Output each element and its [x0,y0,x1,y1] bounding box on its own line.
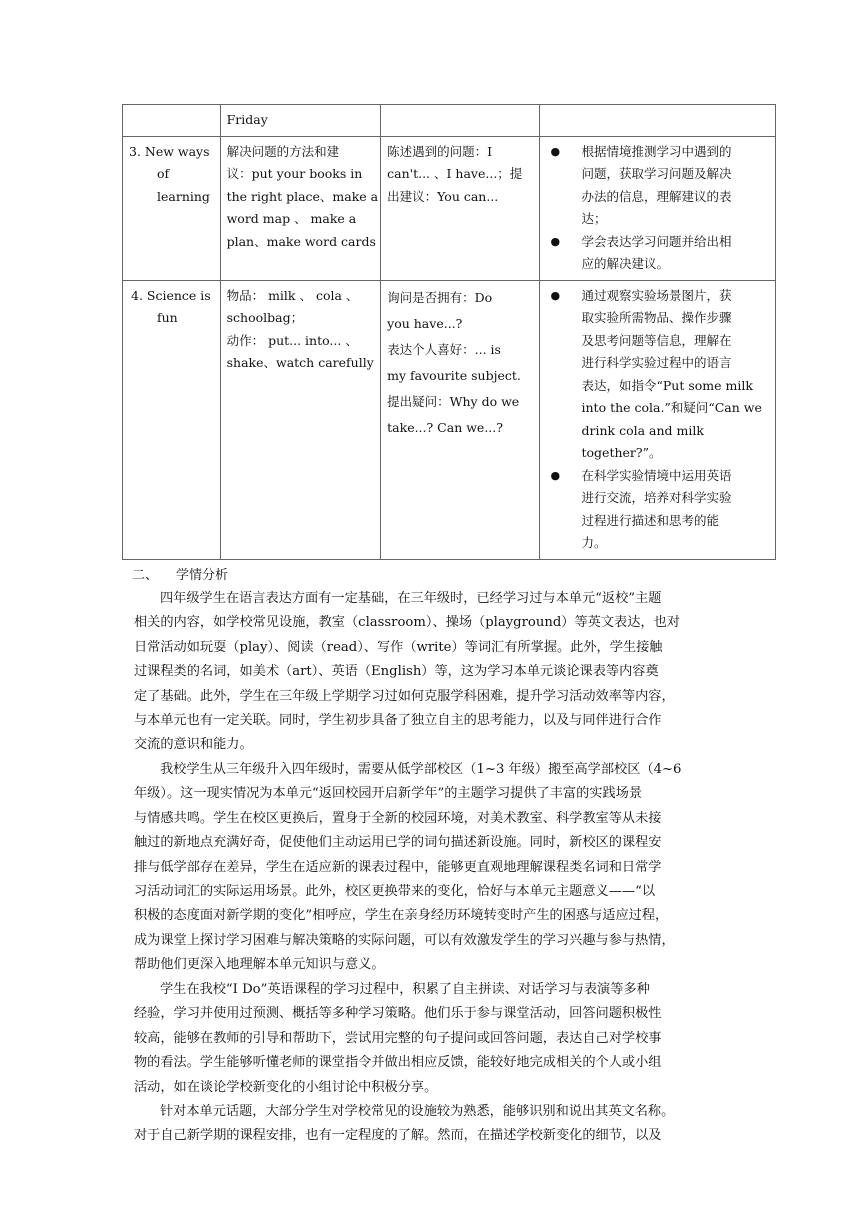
objective-line: 进行交流，培养对科学实验 [581,490,732,505]
paragraph-line: 较高，能够在教师的引导和帮助下，尝试用完整的句子提问或回答问题，表达自己对学校事 [134,1030,662,1046]
objective-line: 过程进行描述和思考的能 [581,512,720,528]
cell-text: shake、watch carefully [226,355,374,370]
cell-text: my favourite subject. [387,367,521,383]
objective-line: 表达，如指令“Put some milk [581,377,753,393]
cell-text: 提出疑问：Why do we [387,393,520,409]
paragraph-line: 针对本单元话题，大部分学生对学校常见的设施较为熟悉，能够识别和说出其英文名称。 [160,1104,675,1119]
cell-text: word map 、 make a [226,211,357,226]
cell-text: 询问是否拥有：Do [387,289,493,305]
objective-line: 办法的信息，理解建议的表 [581,188,732,204]
section-heading [132,564,228,583]
objective-line: 及思考问题等信息，理解在 [581,332,732,348]
paragraph-line: 定了基础。此外，学生在三年级上学期学习过如何克服学科困难，提升学习活动效率等内容， [134,688,675,704]
table-cell [539,105,776,137]
objective-item [546,231,770,276]
bullet-icon: ● [550,288,561,302]
topic-cell [123,136,221,280]
paragraph-line: 活动，如在谈论学校新变化的小组讨论中积极分享。 [134,1079,438,1095]
cell-text: 物品： milk 、 cola 、 [226,287,359,303]
objective-line: 学会表达学习问题并给出相 [581,233,732,249]
cell-text: Friday [226,112,268,127]
objective-line: 在科学实验情境中运用英语 [581,467,732,483]
topic-text: of [157,166,170,181]
topic-text: 4. Science is [131,287,211,303]
cell-text: can't... 、I have...；提 [387,166,523,181]
objective-line: together?”。 [581,445,662,460]
paragraph-line: 对于自己新学期的课程安排，也有一定程度的了解。然而，在描述学校新变化的细节，以及 [134,1128,662,1144]
topic-text: learning [157,188,210,204]
cell-text: 表达个人喜好：... is [387,341,501,357]
table-cell [381,105,539,137]
language-items-cell [220,136,381,280]
topic-cell [123,280,221,559]
paragraph [134,587,736,758]
cell-text: plan、make word cards [226,233,376,249]
objective-line: 进行科学实验过程中的语言 [581,355,732,370]
bullet-icon: ● [550,234,561,248]
paragraph-line: 经验，学习并使用过预测、概括等多种学习策略。他们乐于参与课堂活动，回答问题积极性 [134,1006,662,1022]
paragraph-line: 与情感共鸣。学生在校区更换后，置身于全新的校园环境，对美术教室、科学教室等从未接 [134,810,662,826]
objective-line: 根据情境推测学习中遇到的 [581,143,732,159]
cell-text: the right place、make a [226,188,379,204]
cell-text: 动作： put... into... 、 [226,332,358,348]
paragraph-line: 我校学生从三年级升入四年级时，需要从低学部校区（1~3 年级）搬至高学部校区（4~6 [160,762,682,777]
paragraph-line: 交流的意识和能力。 [134,737,253,753]
objective-line: 力。 [581,535,607,550]
table-cell [123,105,221,137]
objective-item [546,285,770,465]
cell-text: schoolbag； [226,310,304,325]
paragraph-line: 相关的内容，如学校常见设施，教室（classroom）、操场（playground）等英文表达，也对 [134,615,680,631]
paragraph-line: 触过的新地点充满好奇，促使他们主动运用已学的词句描述新设施。同时，新校区的课程安 [134,835,662,851]
table-cell [220,105,381,137]
paragraph-line: 过课程类的名词，如美术（art）、英语（English）等，这为学习本单元谈论课表等内容奠 [134,664,659,680]
bullet-icon: ● [550,468,561,482]
table-row [123,105,776,137]
paragraph-line: 四年级学生在语言表达方面有一定基础，在三年级时，已经学习过与本单元“返校”主题 [160,591,662,606]
objective-line: 应的解决建议。 [581,256,670,271]
cell-text: 出建议：You can... [387,188,499,204]
cell-text: take...? Can we...? [387,419,503,435]
paragraph-line: 物的看法。学生能够听懂老师的课堂指令并做出相应反馈，能较好地完成相关的个人或小组 [134,1055,662,1071]
paragraph [134,758,736,978]
objective-item [546,141,770,231]
paragraph-line: 日常活动如玩耍（play）、阅读（read）、写作（write）等词汇有所掌握。此外，学生接触 [134,639,663,655]
sentence-patterns-cell [381,136,539,280]
objective-line: 取实验所需物品、操作步骤 [581,310,732,325]
cell-text: 议：put your books in [226,166,363,181]
objective-line: into the cola.”和疑问“Can we [581,400,762,415]
objectives-cell [539,136,776,280]
cell-text: you have...? [387,315,463,331]
section-number: 二、 [132,568,159,583]
table-row [123,136,776,280]
paragraph-line: 年级）。这一现实情况为本单元“返回校园开启新学年”的主题学习提供了丰富的实践场景 [134,786,643,802]
paragraph-line: 成为课堂上探讨学习困难与解决策略的实际问题，可以有效激发学生的学习兴趣与参与热情， [134,932,675,948]
paragraph-line: 学生在我校“I Do”英语课程的学习过程中，积累了自主拼读、对话学习与表演等多种 [160,982,650,997]
paragraph-line: 排与低学部存在差异，学生在适应新的课表过程中，能够更直观地理解课程类名词和日常学 [134,859,662,875]
language-items-cell [220,280,381,559]
paragraph-line: 习活动词汇的实际运用场景。此外，校区更换带来的变化，恰好与本单元主题意义——“以 [134,884,656,900]
bullet-icon: ● [550,144,561,158]
paragraph-line: 与本单元也有一定关联。同时，学生初步具备了独立自主的思考能力，以及与同伴进行合作 [134,713,662,729]
cell-text: 解决问题的方法和建 [226,143,340,159]
paragraph-line: 积极的态度面对新学期的变化”相呼应，学生在亲身经历环境转变时产生的困惑与适应过程， [134,908,669,924]
objective-line: 通过观察实验场景图片，获 [581,287,732,303]
objective-item [546,465,770,555]
topic-text: fun [157,310,178,325]
paragraph [134,1100,736,1149]
objectives-cell [539,280,776,559]
table-row [123,280,776,559]
objective-line: drink cola and milk [581,422,704,438]
unit-content-table [122,104,776,560]
paragraph [134,978,736,1100]
sentence-patterns-cell [381,280,539,559]
objective-line: 达； [581,211,607,226]
topic-text: 3. New ways [129,143,210,159]
section-title: 学情分析 [176,568,229,583]
cell-text: 陈述遇到的问题：I [387,143,493,159]
objective-line: 问题，获取学习问题及解决 [581,166,732,181]
paragraph-line: 帮助他们更深入地理解本单元知识与意义。 [134,957,385,973]
